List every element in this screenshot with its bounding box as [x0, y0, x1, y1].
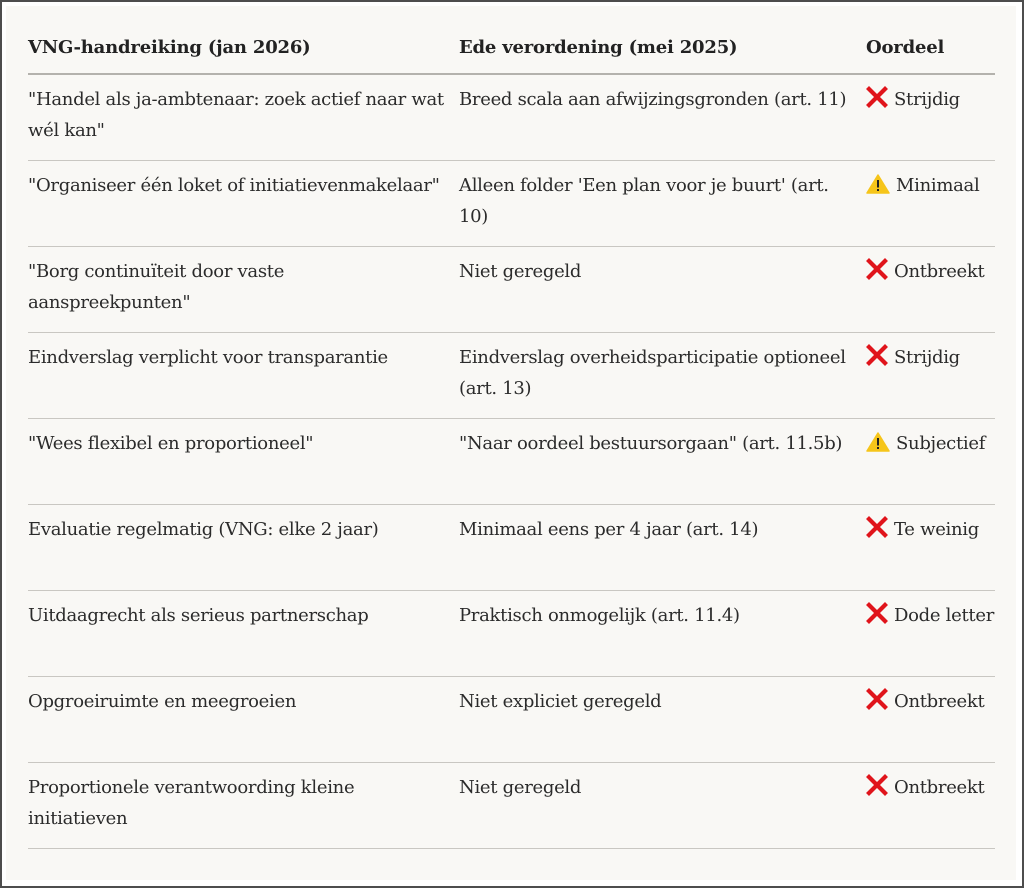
verdict-label: Strijdig: [894, 347, 960, 368]
table-row: [28, 591, 995, 677]
table-row: [28, 333, 995, 419]
table-row: [28, 677, 995, 763]
comparison-table: [28, 24, 995, 849]
cell-verdict: [866, 591, 995, 677]
cell-verdict: [866, 161, 995, 247]
cell-vng: "Wees flexibel en proportioneel": [28, 419, 459, 505]
cell-vng: Eindverslag verplicht voor transparantie: [28, 333, 459, 419]
cell-vng: Evaluatie regelmatig (VNG: elke 2 jaar): [28, 505, 459, 591]
cell-vng: "Handel als ja-ambtenaar: zoek actief naar wat wél kan": [28, 74, 459, 161]
cell-ede: Alleen folder 'Een plan voor je buurt' (art. 10): [459, 161, 866, 247]
table-row: [28, 74, 995, 161]
cell-verdict: [866, 419, 995, 505]
warning-icon: [866, 174, 890, 194]
cell-verdict: [866, 677, 995, 763]
cell-ede: Niet geregeld: [459, 247, 866, 333]
cell-vng: Uitdaagrecht als serieus partnerschap: [28, 591, 459, 677]
cross-mark-icon: [866, 688, 888, 710]
cell-vng: Proportionele verantwoording kleine initiatieven: [28, 763, 459, 849]
verdict-label: Minimaal: [896, 175, 980, 196]
warning-icon: [866, 432, 890, 452]
verdict-label: Subjectief: [896, 433, 986, 454]
verdict-label: Dode letter: [894, 605, 994, 626]
table-row: [28, 247, 995, 333]
verdict-label: Ontbreekt: [894, 777, 985, 798]
cell-verdict: [866, 505, 995, 591]
cross-mark-icon: [866, 344, 888, 366]
table-row: [28, 419, 995, 505]
cross-mark-icon: [866, 602, 888, 624]
table-row: [28, 161, 995, 247]
header-ede: Ede verordening (mei 2025): [459, 24, 866, 74]
cross-mark-icon: [866, 774, 888, 796]
header-vng: VNG-handreiking (jan 2026): [28, 24, 459, 74]
verdict-label: Ontbreekt: [894, 261, 985, 282]
cell-ede: Niet geregeld: [459, 763, 866, 849]
header-verdict: Oordeel: [866, 24, 995, 74]
cell-ede: Eindverslag overheidsparticipatie optioneel (art. 13): [459, 333, 866, 419]
verdict-label: Strijdig: [894, 89, 960, 110]
cell-verdict: [866, 333, 995, 419]
cell-ede: Breed scala aan afwijzingsgronden (art. 11): [459, 74, 866, 161]
cell-ede: Praktisch onmogelijk (art. 11.4): [459, 591, 866, 677]
table-row: [28, 505, 995, 591]
cell-vng: Opgroeiruimte en meegroeien: [28, 677, 459, 763]
table-header-row: [28, 24, 995, 74]
cell-vng: "Organiseer één loket of initiatievenmakelaar": [28, 161, 459, 247]
verdict-label: Ontbreekt: [894, 691, 985, 712]
cross-mark-icon: [866, 258, 888, 280]
cross-mark-icon: [866, 86, 888, 108]
cell-ede: "Naar oordeel bestuursorgaan" (art. 11.5b): [459, 419, 866, 505]
cell-verdict: [866, 763, 995, 849]
table-row: [28, 763, 995, 849]
content-panel: [6, 6, 1016, 880]
verdict-label: Te weinig: [894, 519, 979, 540]
cell-ede: Niet expliciet geregeld: [459, 677, 866, 763]
cell-verdict: [866, 74, 995, 161]
cross-mark-icon: [866, 516, 888, 538]
cell-verdict: [866, 247, 995, 333]
cell-ede: Minimaal eens per 4 jaar (art. 14): [459, 505, 866, 591]
cell-vng: "Borg continuïteit door vaste aanspreekpunten": [28, 247, 459, 333]
